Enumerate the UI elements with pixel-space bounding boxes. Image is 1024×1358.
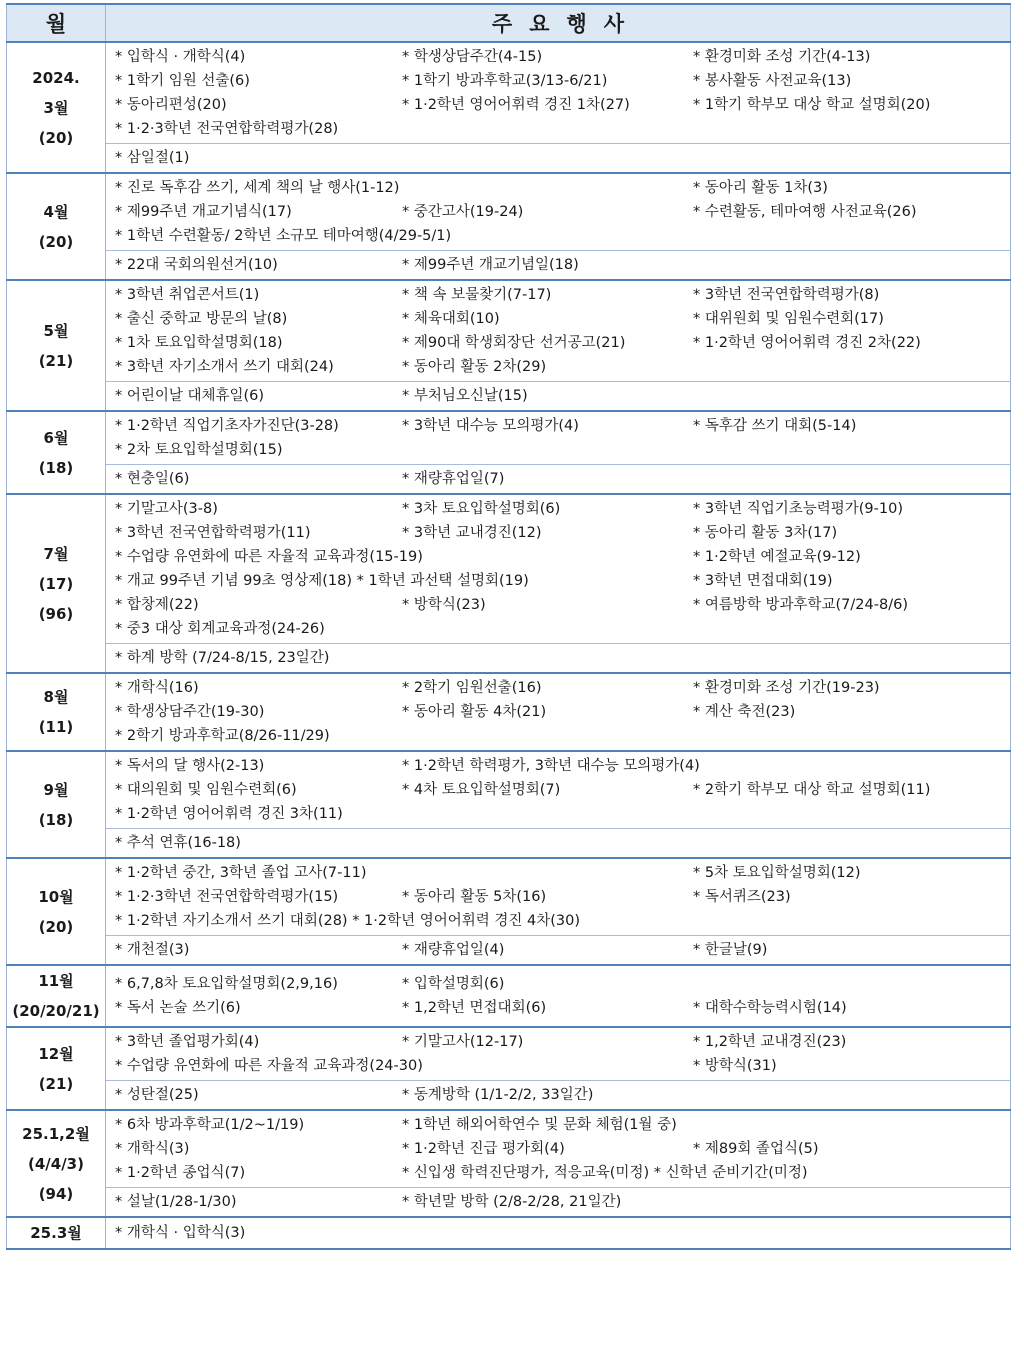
event-item: * 1학기 학부모 대상 학교 설명회(20)	[693, 97, 931, 113]
event-item: * 독서의 달 행사(2-13)	[115, 758, 265, 774]
month-row	[7, 1217, 1011, 1249]
event-line	[106, 1113, 1010, 1137]
event-item: * 1·2학년 자기소개서 쓰기 대회(28) * 1·2학년 영어어휘력 경진 4차(30)	[115, 913, 581, 929]
event-line	[106, 331, 1010, 355]
event-item: * 동아리 활동 1차(3)	[693, 180, 828, 196]
event-line	[106, 569, 1010, 593]
event-item: * 여름방학 방과후학교(7/24-8/6)	[693, 597, 908, 613]
month-cell	[7, 858, 106, 965]
event-line	[106, 1054, 1010, 1078]
holiday-line	[106, 938, 1010, 962]
event-item: * 4차 토요입학설명회(7)	[402, 782, 561, 798]
event-line	[106, 700, 1010, 724]
event-line	[106, 909, 1010, 933]
event-item: * 진로 독후감 쓰기, 세계 책의 날 행사(1-12)	[115, 180, 400, 196]
event-item: * 하계 방학 (7/24-8/15, 23일간)	[115, 650, 330, 666]
event-item: * 3학년 대수능 모의평가(4)	[402, 418, 579, 434]
event-item: * 책 속 보물찾기(7-17)	[402, 287, 552, 303]
event-item: * 개교 99주년 기념 99초 영상제(18) * 1학년 과선택 설명회(19)	[115, 573, 529, 589]
event-line	[106, 1161, 1010, 1185]
event-line	[106, 521, 1010, 545]
month-label: (4/4/3)	[28, 1154, 84, 1173]
month-label: (96)	[38, 604, 74, 623]
holiday-line	[106, 384, 1010, 408]
event-item: * 봉사활동 사전교육(13)	[693, 73, 852, 89]
event-item: * 한글날(9)	[693, 942, 768, 958]
month-label: (21)	[38, 351, 74, 370]
event-item: * 성탄절(25)	[115, 1087, 199, 1103]
event-line	[106, 307, 1010, 331]
event-item: * 합창제(22)	[115, 597, 199, 613]
event-item: * 6차 방과후학교(1/2~1/19)	[115, 1117, 305, 1133]
holiday-row	[7, 644, 1011, 674]
holiday-row	[7, 829, 1011, 859]
month-cell	[7, 673, 106, 751]
month-row	[7, 42, 1011, 144]
month-label: 9월	[43, 780, 69, 799]
event-line	[106, 972, 1010, 996]
month-label: 7월	[43, 544, 69, 563]
event-item: * 1·2학년 진급 평가회(4)	[402, 1141, 565, 1157]
month-cell	[7, 1217, 106, 1249]
events-cell	[106, 673, 1011, 751]
events-cell	[106, 1110, 1011, 1188]
holidays-cell	[106, 936, 1011, 966]
month-label: (20)	[38, 917, 74, 936]
event-item: * 1·2학년 직업기초자가진단(3-28)	[115, 418, 339, 434]
event-item: * 1차 토요입학설명회(18)	[115, 335, 283, 351]
month-cell	[7, 280, 106, 411]
event-item: * 개천절(3)	[115, 942, 190, 958]
event-item: * 독후감 쓰기 대회(5-14)	[693, 418, 857, 434]
event-line	[106, 1030, 1010, 1054]
month-label: (11)	[38, 718, 74, 736]
month-row	[7, 173, 1011, 251]
event-item: * 제99주년 개교기념일(18)	[402, 257, 579, 273]
events-cell	[106, 1217, 1011, 1249]
holiday-row	[7, 1081, 1011, 1111]
event-item: * 수련활동, 테마여행 사전교육(26)	[693, 204, 917, 220]
month-label: (20)	[38, 128, 74, 147]
event-line	[106, 45, 1010, 69]
holiday-row	[7, 251, 1011, 281]
event-item: * 부처님오신날(15)	[402, 388, 528, 404]
event-item: * 계산 축전(23)	[693, 704, 796, 720]
event-item: * 방학식(23)	[402, 597, 486, 613]
events-cell	[106, 280, 1011, 382]
holidays-cell	[106, 144, 1011, 174]
event-item: * 수업량 유연화에 따른 자율적 교육과정(24-30)	[115, 1058, 423, 1074]
month-row	[7, 280, 1011, 382]
holiday-line	[106, 1190, 1010, 1214]
event-line	[106, 497, 1010, 521]
holidays-cell	[106, 465, 1011, 495]
event-line	[106, 593, 1010, 617]
holiday-line	[106, 253, 1010, 277]
events-cell	[106, 411, 1011, 465]
event-item: * 동아리 활동 2차(29)	[402, 359, 547, 375]
month-row	[7, 751, 1011, 829]
event-line	[106, 224, 1010, 248]
month-label: 25.1,2월	[22, 1124, 90, 1143]
event-item: * 1학년 해외어학연수 및 문화 체험(1월 중)	[402, 1117, 677, 1133]
month-row	[7, 1110, 1011, 1188]
event-item: * 22대 국회의원선거(10)	[115, 257, 278, 273]
month-cell	[7, 494, 106, 673]
event-item: * 삼일절(1)	[115, 150, 190, 166]
month-label: (18)	[38, 458, 74, 477]
event-line	[106, 69, 1010, 93]
event-item: * 환경미화 조성 기간(19-23)	[693, 680, 880, 696]
event-line	[106, 676, 1010, 700]
event-item: * 1·2학년 영어어휘력 경진 3차(11)	[115, 806, 343, 822]
event-item: * 중간고사(19-24)	[402, 204, 524, 220]
event-item: * 독서퀴즈(23)	[693, 889, 791, 905]
event-item: * 3학년 면접대회(19)	[693, 573, 833, 589]
event-line	[106, 438, 1010, 462]
events-cell	[106, 751, 1011, 829]
holiday-line	[106, 467, 1010, 491]
month-row	[7, 965, 1011, 1027]
holidays-cell	[106, 1081, 1011, 1111]
event-item: * 1학년 수련활동/ 2학년 소규모 테마여행(4/29-5/1)	[115, 228, 452, 244]
event-item: * 3학년 직업기초능력평가(9-10)	[693, 501, 903, 517]
month-label: (20)	[38, 232, 74, 251]
month-label: 11월	[38, 972, 74, 990]
month-cell	[7, 1027, 106, 1110]
event-line	[106, 545, 1010, 569]
event-item: * 2차 토요입학설명회(15)	[115, 442, 283, 458]
event-line	[106, 885, 1010, 909]
event-item: * 1·2·3학년 전국연합학력평가(15)	[115, 889, 339, 905]
event-item: * 체육대회(10)	[402, 311, 500, 327]
event-item: * 방학식(31)	[693, 1058, 777, 1074]
holiday-row	[7, 382, 1011, 412]
event-line	[106, 724, 1010, 748]
event-item: * 3학년 전국연합학력평가(11)	[115, 525, 311, 541]
event-item: * 3학년 자기소개서 쓰기 대회(24)	[115, 359, 334, 375]
event-item: * 제99주년 개교기념식(17)	[115, 204, 292, 220]
event-line	[106, 93, 1010, 117]
event-item: * 독서 논술 쓰기(6)	[115, 1000, 241, 1016]
events-cell	[106, 1027, 1011, 1081]
event-item: * 현충일(6)	[115, 471, 190, 487]
month-cell	[7, 751, 106, 858]
event-item: * 학생상담주간(4-15)	[402, 49, 543, 65]
month-label: 25.3월	[30, 1224, 82, 1242]
events-cell	[106, 965, 1011, 1027]
event-line	[106, 117, 1010, 141]
month-label: 8월	[43, 688, 69, 706]
events-cell	[106, 42, 1011, 144]
month-label: 10월	[38, 887, 74, 906]
event-item: * 2학기 학부모 대상 학교 설명회(11)	[693, 782, 931, 798]
event-schedule-table	[6, 3, 1011, 1250]
event-item: * 입학식 · 개학식(4)	[115, 49, 246, 65]
event-item: * 1·2학년 영어어휘력 경진 1차(27)	[402, 97, 630, 113]
event-line	[106, 1221, 1010, 1245]
month-label: (21)	[38, 1074, 74, 1093]
month-label: 2024.	[32, 68, 80, 87]
holidays-cell	[106, 251, 1011, 281]
event-item: * 1학기 임원 선출(6)	[115, 73, 250, 89]
event-item: * 3학년 졸업평가회(4)	[115, 1034, 260, 1050]
month-label: (17)	[38, 574, 74, 593]
events-cell	[106, 494, 1011, 644]
month-cell	[7, 42, 106, 173]
event-item: * 1·2학년 종업식(7)	[115, 1165, 246, 1181]
holiday-row	[7, 1188, 1011, 1218]
event-item: * 1학기 방과후학교(3/13-6/21)	[402, 73, 608, 89]
event-item: * 1·2학년 중간, 3학년 졸업 고사(7-11)	[115, 865, 367, 881]
event-item: * 동계방학 (1/1-2/2, 33일간)	[402, 1087, 594, 1103]
event-item: * 출신 중학교 방문의 날(8)	[115, 311, 288, 327]
event-item: * 3차 토요입학설명회(6)	[402, 501, 561, 517]
event-item: * 제90대 학생회장단 선거공고(21)	[402, 335, 626, 351]
holiday-row	[7, 936, 1011, 966]
header-row	[7, 4, 1011, 42]
month-cell	[7, 1110, 106, 1217]
event-line	[106, 617, 1010, 641]
month-label: 12월	[38, 1044, 74, 1063]
event-line	[106, 861, 1010, 885]
event-line	[106, 802, 1010, 826]
holiday-line	[106, 146, 1010, 170]
month-row	[7, 1027, 1011, 1081]
event-item: * 중3 대상 회계교육과정(24-26)	[115, 621, 325, 637]
event-item: * 수업량 유연화에 따른 자율적 교육과정(15-19)	[115, 549, 423, 565]
event-item: * 6,7,8차 토요입학설명회(2,9,16)	[115, 976, 338, 992]
event-line	[106, 754, 1010, 778]
event-item: * 대위원회 및 임원수련회(17)	[693, 311, 884, 327]
event-item: * 1·2학년 영어어휘력 경진 2차(22)	[693, 335, 921, 351]
event-item: * 3학년 전국연합학력평가(8)	[693, 287, 880, 303]
event-item: * 입학설명회(6)	[402, 976, 505, 992]
month-row	[7, 411, 1011, 465]
event-item: * 동아리 활동 5차(16)	[402, 889, 547, 905]
holidays-cell	[106, 382, 1011, 412]
event-item: * 학년말 방학 (2/8-2/28, 21일간)	[402, 1194, 622, 1210]
event-item: * 3학년 교내경진(12)	[402, 525, 542, 541]
event-line	[106, 778, 1010, 802]
event-item: * 1,2학년 면접대회(6)	[402, 1000, 547, 1016]
month-cell	[7, 965, 106, 1027]
holiday-line	[106, 831, 1010, 855]
event-item: * 학생상담주간(19-30)	[115, 704, 265, 720]
event-line	[106, 355, 1010, 379]
month-row	[7, 494, 1011, 644]
event-item: * 동아리편성(20)	[115, 97, 227, 113]
month-label: 3월	[43, 98, 69, 117]
event-item: * 개학식 · 입학식(3)	[115, 1225, 246, 1241]
events-cell	[106, 858, 1011, 936]
event-item: * 제89회 졸업식(5)	[693, 1141, 819, 1157]
event-item: * 2학기 방과후학교(8/26-11/29)	[115, 728, 330, 744]
month-row	[7, 858, 1011, 936]
event-item: * 1·2학년 예절교육(9-12)	[693, 549, 861, 565]
event-item: * 재량휴업일(7)	[402, 471, 505, 487]
month-label: (94)	[38, 1184, 74, 1203]
event-item: * 어린이날 대체휴일(6)	[115, 388, 265, 404]
month-label: (18)	[38, 810, 74, 829]
event-item: * 동아리 활동 3차(17)	[693, 525, 838, 541]
event-item: * 기말고사(12-17)	[402, 1034, 524, 1050]
event-item: * 설날(1/28-1/30)	[115, 1194, 237, 1210]
event-item: * 5차 토요입학설명회(12)	[693, 865, 861, 881]
event-item: * 2학기 임원선출(16)	[402, 680, 542, 696]
event-item: * 1,2학년 교내경진(23)	[693, 1034, 847, 1050]
event-item: * 개학식(16)	[115, 680, 199, 696]
event-item: * 대학수학능력시험(14)	[693, 1000, 847, 1016]
event-line	[106, 283, 1010, 307]
event-item: * 동아리 활동 4차(21)	[402, 704, 547, 720]
event-item: * 기말고사(3-8)	[115, 501, 218, 517]
event-line	[106, 414, 1010, 438]
holiday-row	[7, 144, 1011, 174]
events-cell	[106, 173, 1011, 251]
event-line	[106, 1137, 1010, 1161]
holidays-cell	[106, 829, 1011, 859]
event-line	[106, 176, 1010, 200]
event-item: * 추석 연휴(16-18)	[115, 835, 241, 851]
event-item: * 환경미화 조성 기간(4-13)	[693, 49, 871, 65]
month-cell	[7, 173, 106, 280]
event-item: * 개학식(3)	[115, 1141, 190, 1157]
event-item: * 3학년 취업콘서트(1)	[115, 287, 260, 303]
month-column-header: 월	[7, 4, 106, 42]
holiday-line	[106, 646, 1010, 670]
event-line	[106, 996, 1010, 1020]
month-label: 4월	[43, 202, 69, 221]
holidays-cell	[106, 1188, 1011, 1218]
event-item: * 1·2·3학년 전국연합학력평가(28)	[115, 121, 339, 137]
event-item: * 1·2학년 학력평가, 3학년 대수능 모의평가(4)	[402, 758, 700, 774]
month-label: 6월	[43, 428, 69, 447]
event-item: * 신입생 학력진단평가, 적응교육(미정) * 신학년 준비기간(미정)	[402, 1165, 808, 1181]
month-label: (20/20/21)	[12, 1002, 100, 1020]
holiday-line	[106, 1083, 1010, 1107]
holidays-cell	[106, 644, 1011, 674]
month-label: 5월	[43, 321, 69, 340]
event-item: * 재량휴업일(4)	[402, 942, 505, 958]
holiday-row	[7, 465, 1011, 495]
month-cell	[7, 411, 106, 494]
month-row	[7, 673, 1011, 751]
events-column-header: 주요행사	[106, 4, 1011, 42]
event-line	[106, 200, 1010, 224]
event-item: * 대의원회 및 임원수련회(6)	[115, 782, 297, 798]
